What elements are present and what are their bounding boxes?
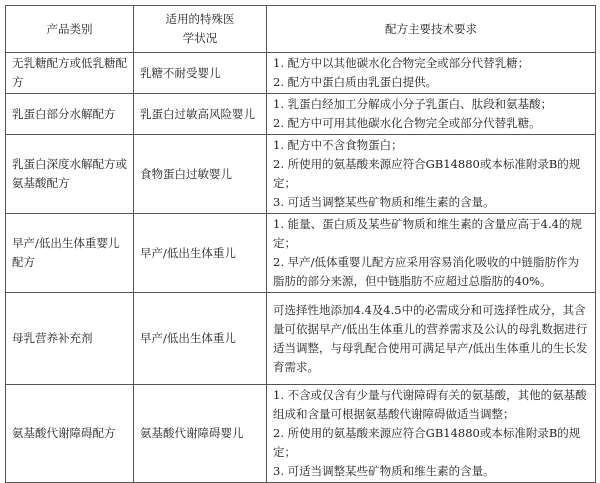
requirement-item: 2. 早产/低体重婴儿配方应采用容易消化吸收的中链脂肪作为脂肪的部分来源，但中链脂肪不应超过总脂肪的40%。 [273,255,579,288]
category-cell: 乳蛋白深度水解配方或氨基酸配方 [6,135,134,214]
condition-cell: 食物蛋白过敏婴儿 [134,135,267,214]
requirements-cell [267,214,596,293]
requirement-item: 1. 配方中不含食物蛋白； [273,138,403,152]
header-category: 产品类别 [6,6,134,53]
condition-cell: 氨基酸代谢障碍婴儿 [134,385,267,483]
category-cell: 氨基酸代谢障碍配方 [6,385,134,483]
table-row [6,293,596,385]
requirements-cell [267,53,596,94]
requirement-item: 可选择性地添加4.4及4.5中的必需成分和可选择性成分，其含量可依据早产/低出生体重儿的营养需求及公认的母乳数据进行适当调整，与母乳配合使用可满足早产/低出生体重儿的生长发育需求。 [273,302,588,374]
table-row [6,385,596,483]
table-row [6,135,596,214]
category-cell: 无乳糖配方或低乳糖配方 [6,53,134,94]
header-condition: 适用的特殊医学状况 [134,6,267,53]
requirement-item: 2. 所使用的氨基酸来源应符合GB14880或本标准附录B的规定； [273,426,581,459]
requirements-cell [267,293,596,385]
requirements-cell [267,385,596,483]
category-cell: 早产/低出生体重婴儿配方 [6,214,134,293]
requirement-item: 1. 配方中以其他碳水化合物完全或部分代替乳糖； [273,56,530,70]
category-cell: 母乳营养补充剂 [6,293,134,385]
requirement-item: 3. 可适当调整某些矿物质和维生素的含量。 [273,464,495,478]
formula-requirements-table [5,5,596,483]
category-cell: 乳蛋白部分水解配方 [6,94,134,135]
condition-cell: 乳糖不耐受婴儿 [134,53,267,94]
requirement-item: 3. 可适当调整某些矿物质和维生素的含量。 [273,195,495,209]
requirement-item: 2. 配方中蛋白质由乳蛋白提供。 [273,75,438,89]
header-row [6,6,596,53]
table-row [6,53,596,94]
requirement-item: 2. 配方中可用其他碳水化合物完全或部分代替乳糖。 [273,116,541,130]
condition-cell: 早产/低出生体重儿 [134,214,267,293]
requirement-item: 1. 不含或仅含有少量与代谢障碍有关的氨基酸，其他的氨基酸组成和含量可根据氨基酸代谢障碍做适当调整； [273,388,587,421]
table-row [6,214,596,293]
condition-cell: 乳蛋白过敏高风险婴儿 [134,94,267,135]
requirement-item: 1. 能量、蛋白质及某些矿物质和维生素的含量应高于4.4的规定； [273,217,582,250]
header-requirements: 配方主要技术要求 [267,6,596,53]
condition-cell: 早产/低出生体重儿 [134,293,267,385]
requirements-cell [267,135,596,214]
table-row [6,94,596,135]
requirements-cell [267,94,596,135]
requirement-item: 1. 乳蛋白经加工分解成小分子乳蛋白、肽段和氨基酸； [273,97,553,111]
requirement-item: 2. 所使用的氨基酸来源应符合GB14880或本标准附录B的规定； [273,157,581,190]
